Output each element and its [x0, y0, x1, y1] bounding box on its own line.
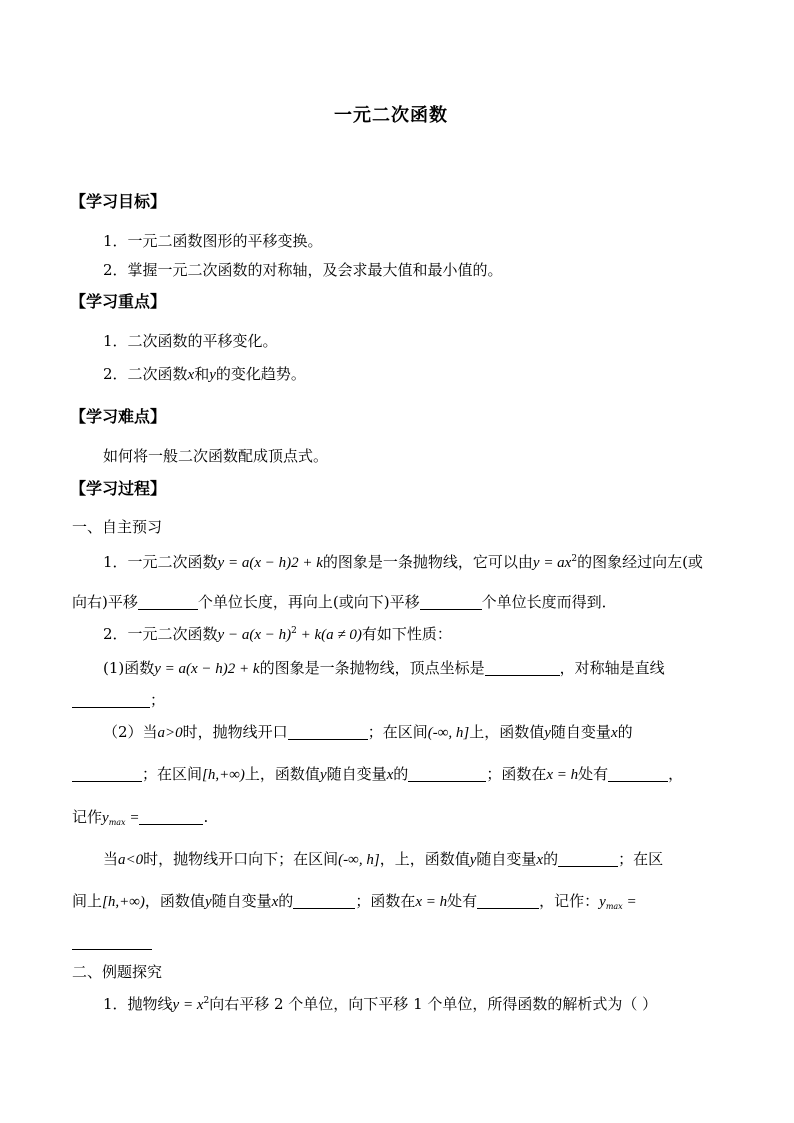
- answer-blank: [293, 894, 355, 909]
- section-examples: 二、例题探究: [72, 963, 163, 981]
- answer-blank: [420, 595, 482, 610]
- question-1-line-1: 1．一元二次函数y = a(x − h)2 + k的图象是一条抛物线，它可以由$y = ax^2$的图象经过向左(或: [103, 553, 703, 571]
- answer-blank: [72, 693, 150, 708]
- answer-blank: [288, 725, 368, 740]
- process-heading: 【学习过程】: [70, 479, 167, 498]
- goal-item-1: 1．一元二函数图形的平移变换。: [103, 232, 323, 250]
- key-point-2: 2．二次函数x和y的变化趋势。: [103, 365, 306, 383]
- answer-blank: [139, 810, 203, 825]
- answer-blank: [558, 852, 618, 867]
- vertex-form-formula: y = a(x − h)2 + k: [217, 555, 323, 571]
- answer-blank: [477, 894, 539, 909]
- property-3-line: 当a<0时，抛物线开口向下；在区间(-∞, h]，上，函数值y随自变量x的 ；在区: [103, 850, 664, 868]
- goals-heading: 【学习目标】: [70, 192, 167, 211]
- answer-blank: [485, 661, 560, 676]
- property-2-continuation: ；在区间[h,+∞)上，函数值y随自变量x的 ；函数在x = h处有 ，: [72, 764, 683, 785]
- goal-item-2: 2．掌握一元二次函数的对称轴，及会求最大值和最小值的。: [103, 261, 503, 279]
- answer-blank: [408, 767, 486, 782]
- example-1: 1．抛物线$y = x^2$向右平移 2 个单位，向下平移 1 个单位，所得函数的解析式为（ ）: [103, 995, 658, 1013]
- property-1-continuation: ；: [72, 690, 165, 710]
- property-2-line: （2）当a>0时，抛物线开口 ；在区间(-∞, h]上，函数值y随自变量x的: [103, 723, 633, 741]
- page-title: 一元二次函数: [334, 105, 448, 126]
- section-self-preview: 一、自主预习: [72, 518, 163, 536]
- max-value-blank-line: [72, 932, 152, 952]
- key-point-1: 1．二次函数的平移变化。: [103, 332, 278, 350]
- question-1-line-2: 向右)平移 个单位长度，再向上(或向下)平移 个单位长度而得到．: [72, 593, 617, 611]
- key-points-heading: 【学习重点】: [70, 292, 167, 311]
- answer-blank: [72, 935, 152, 950]
- question-2-line: 2．一元二次函数$y - a(x - h)^2 + k(a \ne 0)$有如下性质：: [103, 625, 452, 643]
- difficulty-heading: 【学习难点】: [70, 407, 167, 426]
- answer-blank: [138, 595, 198, 610]
- property-1-line: (1)函数y = a(x − h)2 + k的图象是一条抛物线，顶点坐标是 ，对称轴是直线: [103, 659, 665, 677]
- min-value-line: 记作$y_{max}$ = .: [72, 808, 209, 827]
- property-3-continuation: 间上[h,+∞)，函数值y随自变量x的 ；函数在x = h处有 ，记作：$y_{max}$ =: [72, 892, 637, 911]
- answer-blank: [72, 767, 142, 782]
- answer-blank: [608, 767, 668, 782]
- difficulty-text: 如何将一般二次函数配成顶点式。: [103, 447, 329, 465]
